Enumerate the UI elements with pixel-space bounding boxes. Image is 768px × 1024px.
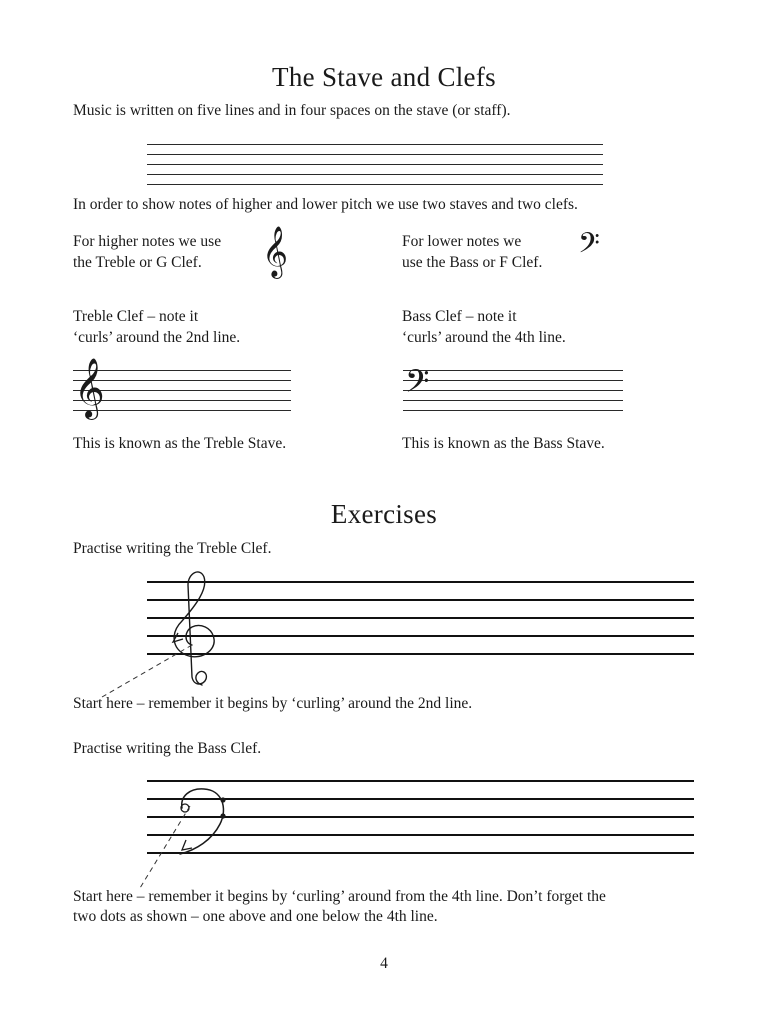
bass-stave-clef-icon: 𝄢 (405, 363, 430, 407)
exercises-title: Exercises (330, 499, 438, 529)
treble-clef-outline (174, 572, 214, 685)
bass-instruction: Practise writing the Bass Clef. (73, 740, 262, 757)
bass-note-line1: Bass Clef – note it (402, 308, 517, 325)
treble-tracing-guide (130, 565, 230, 695)
page-number: 4 (380, 955, 388, 972)
bass-dot-lower (220, 813, 225, 818)
treble-stave (73, 370, 291, 412)
treble-instruction: Practise writing the Treble Clef. (73, 540, 272, 557)
bass-hint-line2: two dots as shown – one above and one below the 4th line. (73, 908, 438, 925)
page-title: The Stave and Clefs (272, 62, 496, 92)
treble-note-line1: Treble Clef – note it (73, 308, 199, 325)
treble-hint: Start here – remember it begins by ‘curling’ around the 2nd line. (73, 695, 473, 712)
bass-clef-icon: 𝄢 (578, 227, 600, 267)
bass-dot-upper (220, 797, 225, 802)
bass-arrow-icon (182, 840, 192, 850)
plain-stave (147, 144, 603, 186)
treble-desc-line1: For higher notes we use (73, 233, 222, 250)
treble-caption: This is known as the Treble Stave. (73, 435, 287, 452)
treble-desc-line2: the Treble or G Clef. (73, 254, 202, 271)
bass-desc-line1: For lower notes we (402, 233, 522, 250)
intro-text: Music is written on five lines and in four spaces on the stave (or staff). (73, 102, 511, 119)
treble-note-line2: ‘curls’ around the 2nd line. (73, 329, 241, 346)
treble-start-line (102, 645, 192, 697)
bass-hint-line1: Start here – remember it begins by ‘curling’ around from the 4th line. Don’t forget the (73, 888, 606, 905)
bass-desc-line2: use the Bass or F Clef. (402, 254, 543, 271)
treble-stave-clef-icon: 𝄞 (74, 358, 105, 418)
treble-clef-icon: 𝄞 (262, 226, 289, 277)
bass-clef-outline (180, 789, 223, 854)
bass-stave (403, 370, 623, 412)
bass-note-line2: ‘curls’ around the 4th line. (402, 329, 566, 346)
pitch-text: In order to show notes of higher and lower pitch we use two staves and two clefs. (73, 196, 578, 213)
bass-caption: This is known as the Bass Stave. (402, 435, 605, 452)
bass-tracing-guide (130, 780, 240, 890)
